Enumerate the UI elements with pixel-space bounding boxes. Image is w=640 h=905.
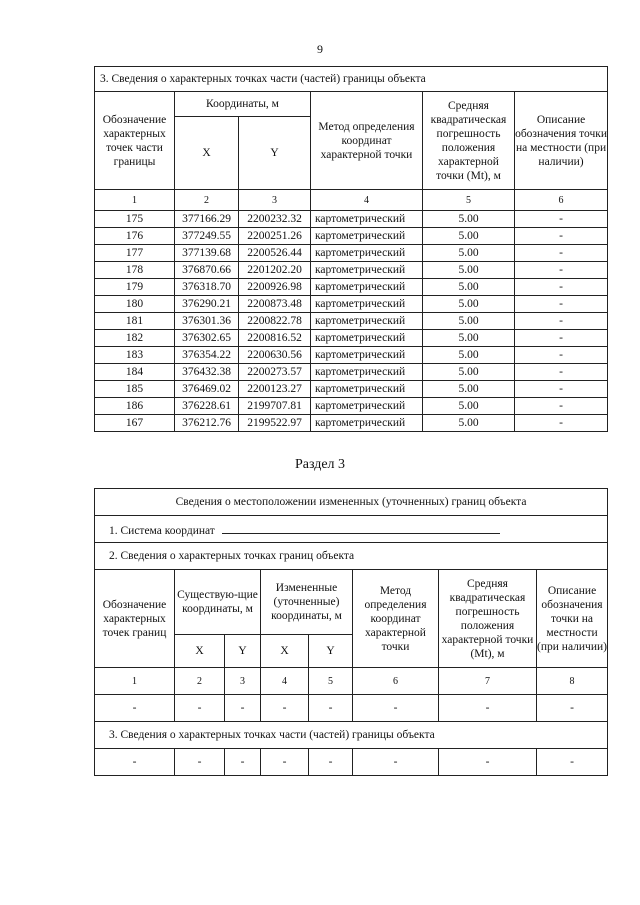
- header-x: X: [175, 117, 239, 190]
- header-changed-coords: Измененные (уточненные) координаты, м: [261, 570, 353, 635]
- column-numbers-row: [95, 668, 608, 695]
- y-cell: 2199522.97: [239, 415, 311, 432]
- header-method: Метод определения координат характерной точки: [353, 570, 439, 668]
- column-number: 5: [423, 190, 515, 211]
- x-cell: 376228.61: [175, 398, 239, 415]
- accuracy-cell: 5.00: [423, 262, 515, 279]
- column-number: 1: [95, 668, 175, 695]
- point-id-cell: 183: [95, 347, 175, 364]
- point-id-cell: 175: [95, 211, 175, 228]
- point-id-cell: 185: [95, 381, 175, 398]
- method-cell: картометрический: [311, 381, 423, 398]
- description-cell: -: [515, 262, 608, 279]
- y-cell: 2200816.52: [239, 330, 311, 347]
- x-cell: 377139.68: [175, 245, 239, 262]
- table-row: [95, 695, 608, 722]
- table-row: [95, 364, 608, 381]
- method-cell: картометрический: [311, 245, 423, 262]
- description-cell: -: [515, 228, 608, 245]
- accuracy-cell: 5.00: [423, 228, 515, 245]
- empty-cell: -: [439, 749, 537, 776]
- description-cell: -: [515, 211, 608, 228]
- point-id-cell: 178: [95, 262, 175, 279]
- column-numbers-row: [95, 190, 608, 211]
- method-cell: картометрический: [311, 313, 423, 330]
- y-cell: 2200273.57: [239, 364, 311, 381]
- table-row: [95, 245, 608, 262]
- empty-cell: -: [537, 749, 608, 776]
- empty-cell: -: [261, 695, 309, 722]
- part-points-table: [94, 66, 608, 432]
- header-accuracy: Средняя квадратическая погрешность положения характерной точки (Mt), м: [439, 570, 537, 668]
- method-cell: картометрический: [311, 262, 423, 279]
- empty-cell: -: [175, 695, 225, 722]
- changed-boundaries-table: [94, 488, 608, 776]
- empty-cell: -: [225, 695, 261, 722]
- column-number: 5: [309, 668, 353, 695]
- column-number: 6: [353, 668, 439, 695]
- header-coordinates: Координаты, м: [175, 92, 311, 117]
- accuracy-cell: 5.00: [423, 415, 515, 432]
- table-row: [95, 296, 608, 313]
- x-cell: 376870.66: [175, 262, 239, 279]
- table-row: [95, 347, 608, 364]
- column-number: 4: [261, 668, 309, 695]
- accuracy-cell: 5.00: [423, 296, 515, 313]
- description-cell: -: [515, 279, 608, 296]
- header-designation: Обозначение характерных точек границ: [95, 570, 175, 668]
- method-cell: картометрический: [311, 398, 423, 415]
- table-row: [95, 381, 608, 398]
- coord-system-blank: [222, 521, 500, 534]
- y-cell: 2200123.27: [239, 381, 311, 398]
- table-row: [95, 279, 608, 296]
- header-existing-coords: Существую-щие координаты, м: [175, 570, 261, 635]
- header-y: Y: [239, 117, 311, 190]
- x-cell: 376318.70: [175, 279, 239, 296]
- column-number: 4: [311, 190, 423, 211]
- header-y: Y: [225, 635, 261, 668]
- x-cell: 376212.76: [175, 415, 239, 432]
- description-cell: -: [515, 296, 608, 313]
- accuracy-cell: 5.00: [423, 313, 515, 330]
- x-cell: 376469.02: [175, 381, 239, 398]
- method-cell: картометрический: [311, 296, 423, 313]
- empty-cell: -: [95, 695, 175, 722]
- method-cell: картометрический: [311, 228, 423, 245]
- x-cell: 376354.22: [175, 347, 239, 364]
- section-title: Раздел 3: [294, 457, 346, 472]
- y-cell: 2200873.48: [239, 296, 311, 313]
- point-id-cell: 184: [95, 364, 175, 381]
- description-cell: -: [515, 381, 608, 398]
- x-cell: 376432.38: [175, 364, 239, 381]
- column-number: 2: [175, 668, 225, 695]
- method-cell: картометрический: [311, 330, 423, 347]
- accuracy-cell: 5.00: [423, 279, 515, 296]
- accuracy-cell: 5.00: [423, 398, 515, 415]
- empty-cell: -: [439, 695, 537, 722]
- coord-system-row: [95, 516, 608, 543]
- table-row: [95, 749, 608, 776]
- header-accuracy: Средняя квадратическая погрешность положения характерной точки (Mt), м: [423, 92, 515, 190]
- y-cell: 2200926.98: [239, 279, 311, 296]
- accuracy-cell: 5.00: [423, 245, 515, 262]
- page-number: 9: [317, 42, 323, 56]
- x-cell: 377166.29: [175, 211, 239, 228]
- column-number: 7: [439, 668, 537, 695]
- empty-cell: -: [353, 749, 439, 776]
- table-row: [95, 262, 608, 279]
- table-title: Сведения о местоположении измененных (уточненных) границ объекта: [95, 489, 608, 516]
- table-body: [95, 211, 608, 432]
- column-number: 1: [95, 190, 175, 211]
- accuracy-cell: 5.00: [423, 381, 515, 398]
- table-row: [95, 330, 608, 347]
- header-y: Y: [309, 635, 353, 668]
- y-cell: 2200630.56: [239, 347, 311, 364]
- header-method: Метод определения координат характерной точки: [311, 92, 423, 190]
- empty-cell: -: [95, 749, 175, 776]
- header-x: X: [261, 635, 309, 668]
- x-cell: 376302.65: [175, 330, 239, 347]
- column-number: 3: [225, 668, 261, 695]
- points-section-title: 2. Сведения о характерных точках границ объекта: [95, 543, 608, 570]
- empty-cell: -: [537, 695, 608, 722]
- empty-cell: -: [309, 695, 353, 722]
- point-id-cell: 167: [95, 415, 175, 432]
- point-id-cell: 186: [95, 398, 175, 415]
- y-cell: 2200251.26: [239, 228, 311, 245]
- y-cell: 2200822.78: [239, 313, 311, 330]
- accuracy-cell: 5.00: [423, 347, 515, 364]
- accuracy-cell: 5.00: [423, 330, 515, 347]
- empty-cell: -: [225, 749, 261, 776]
- column-number: 2: [175, 190, 239, 211]
- empty-cell: -: [353, 695, 439, 722]
- y-cell: 2200232.32: [239, 211, 311, 228]
- table-row: [95, 415, 608, 432]
- description-cell: -: [515, 398, 608, 415]
- description-cell: -: [515, 347, 608, 364]
- coord-system-label: 1. Система координат: [109, 525, 215, 537]
- table-row: [95, 228, 608, 245]
- header-designation: Обозначение характерных точек части границы: [95, 92, 175, 190]
- table-row: [95, 211, 608, 228]
- point-id-cell: 176: [95, 228, 175, 245]
- part-section-title: 3. Сведения о характерных точках части (частей) границы объекта: [95, 722, 608, 749]
- x-cell: 376290.21: [175, 296, 239, 313]
- table-row: [95, 313, 608, 330]
- accuracy-cell: 5.00: [423, 364, 515, 381]
- method-cell: картометрический: [311, 347, 423, 364]
- header-x: X: [175, 635, 225, 668]
- description-cell: -: [515, 245, 608, 262]
- description-cell: -: [515, 415, 608, 432]
- point-id-cell: 182: [95, 330, 175, 347]
- empty-cell: -: [261, 749, 309, 776]
- table-row: [95, 398, 608, 415]
- y-cell: 2201202.20: [239, 262, 311, 279]
- column-number: 3: [239, 190, 311, 211]
- point-id-cell: 180: [95, 296, 175, 313]
- empty-cell: -: [309, 749, 353, 776]
- accuracy-cell: 5.00: [423, 211, 515, 228]
- point-id-cell: 181: [95, 313, 175, 330]
- x-cell: 376301.36: [175, 313, 239, 330]
- y-cell: 2200526.44: [239, 245, 311, 262]
- header-description: Описание обозначения точки на местности (при наличии): [537, 570, 608, 668]
- description-cell: -: [515, 330, 608, 347]
- table-title: 3. Сведения о характерных точках части (частей) границы объекта: [95, 67, 608, 92]
- empty-cell: -: [175, 749, 225, 776]
- point-id-cell: 179: [95, 279, 175, 296]
- point-id-cell: 177: [95, 245, 175, 262]
- method-cell: картометрический: [311, 279, 423, 296]
- description-cell: -: [515, 364, 608, 381]
- x-cell: 377249.55: [175, 228, 239, 245]
- description-cell: -: [515, 313, 608, 330]
- column-number: 8: [537, 668, 608, 695]
- method-cell: картометрический: [311, 364, 423, 381]
- method-cell: картометрический: [311, 211, 423, 228]
- column-number: 6: [515, 190, 608, 211]
- y-cell: 2199707.81: [239, 398, 311, 415]
- method-cell: картометрический: [311, 415, 423, 432]
- header-description: Описание обозначения точки на местности (при наличии): [515, 92, 608, 190]
